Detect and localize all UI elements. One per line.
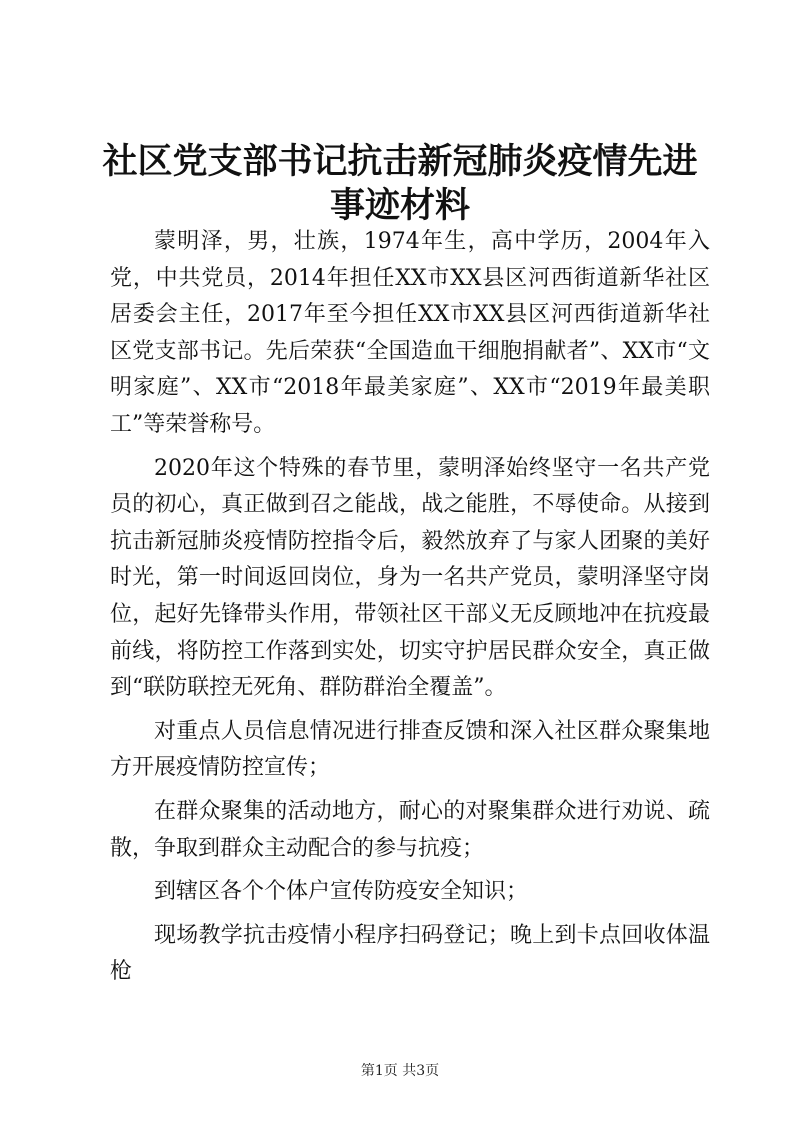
page-number-footer: 第1页 共3页	[360, 1063, 440, 1079]
paragraph-profile: 蒙明泽，男，壮族，1974年生，高中学历，2004年入党，中共党员，2014年担任XX市XX县区河西街道新华社区居委会主任，2017年至今担任XX市XX县区河西街道新华社区党支部书记。先后荣获“全国造血干细胞捐献者”、XX市“文明家庭”、XX市“2018年最美家庭”、XX市“2019年最美职工”等荣誉称号。	[110, 229, 710, 437]
paragraph-dispersal: 在群众聚集的活动地方，耐心的对聚集群众进行劝说、疏散，争取到群众主动配合的参与抗疫；	[110, 798, 710, 861]
page-title: 社区党支部书记抗击新冠肺炎疫情先进事迹材料	[102, 141, 698, 226]
paragraph-deeds: 2020年这个特殊的春节里，蒙明泽始终坚守一名共产党员的初心，真正做到召之能战，战之能胜，不辱使命。从接到抗击新冠肺炎疫情防控指令后，毅然放弃了与家人团聚的美好时光，第一时间返回岗位，身为一名共产党员，蒙明泽坚守岗位，起好先锋带头作用，带领社区干部义无反顾地冲在抗疫最前线，将防控工作落到实处，切实守护居民群众安全，真正做到“联防联控无死角、群防群治全覆盖”。	[110, 455, 710, 701]
document-body	[110, 224, 710, 998]
paragraph-scan-code: 现场教学抗击疫情小程序扫码登记；晚上到卡点回收体温枪	[110, 922, 710, 985]
paragraph-screening: 对重点人员信息情况进行排查反馈和深入社区群众聚集地方开展疫情防控宣传；	[110, 718, 710, 781]
paragraph-merchants: 到辖区各个个体户宣传防疫安全知识；	[154, 879, 529, 905]
